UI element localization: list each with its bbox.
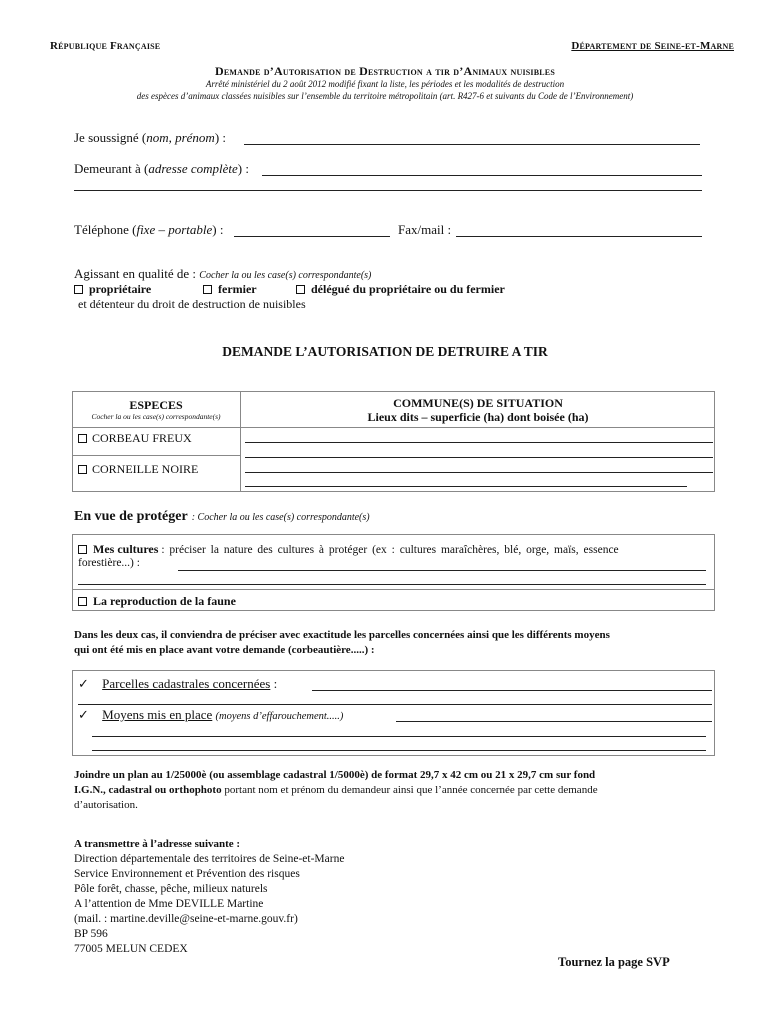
species-option-corbeau-freux[interactable]: CORBEAU FREUX (78, 431, 192, 446)
protect-option-cultures[interactable]: Mes cultures : préciser la nature des cultures à protéger (ex : cultures maraîchères, blé, orge, maïs, essence (78, 542, 718, 557)
commune-col-title: COMMUNE(S) DE SITUATION (393, 396, 563, 410)
join-line-1: Joindre un plan au 1/25000è (ou assemblage cadastral 1/5000è) de format 29,7 x 42 cm ou 21 x 29,7 cm sur fond (74, 769, 596, 781)
page-title: Demande d’Autorisation de Destruction a tir d’Animaux nuisibles (214, 64, 555, 78)
address-line: Pôle forêt, chasse, pêche, milieux naturels (74, 883, 268, 895)
species-col-hint: Cocher la ou les case(s) correspondante(s) (91, 412, 221, 421)
checkbox[interactable] (203, 285, 212, 294)
title-subtitle-2: des espèces d’animaux classées nuisibles sur l’ensemble du territoire métropolitain (art. R427-6 et suivants du Code de l’Environnement) (136, 91, 634, 101)
checkbox[interactable] (78, 545, 87, 554)
checkbox[interactable] (78, 597, 87, 606)
table-divider (72, 589, 715, 590)
checkbox[interactable] (78, 465, 87, 474)
quality-footer: et détenteur du droit de destruction de nuisibles (78, 297, 306, 311)
parcelles-line[interactable] (78, 704, 712, 705)
checkbox[interactable] (78, 434, 87, 443)
fax-field-label: Fax/mail : (398, 222, 452, 237)
footer-note: Tournez la page SVP (558, 955, 670, 969)
quality-option-proprietaire[interactable]: propriétaire (74, 282, 151, 297)
fax-field[interactable] (456, 236, 702, 237)
address-field[interactable] (262, 175, 702, 176)
address-line: 77005 MELUN CEDEX (74, 943, 188, 955)
check-mark-icon: ✓ (78, 707, 89, 722)
parcelles-line[interactable] (312, 690, 712, 691)
address-field-label: Demeurant à (adresse complète) : (74, 161, 249, 176)
address-line: A l’attention de Mme DEVILLE Martine (74, 898, 264, 910)
quality-option-delegue[interactable]: délégué du propriétaire ou du fermier (296, 282, 505, 297)
species-col-title: ESPECES (129, 398, 183, 412)
name-field-label: Je soussigné (nom, prénom) : (74, 130, 227, 145)
checkbox[interactable] (296, 285, 305, 294)
protect-cultures-line2: forestière...) : (78, 557, 140, 569)
quality-label: Agissant en qualité de : Cocher la ou les case(s) correspondante(s) (74, 266, 372, 281)
protect-heading: En vue de protéger : Cocher la ou les case(s) correspondante(s) (74, 509, 370, 524)
title-subtitle-1: Arrêté ministériel du 2 août 2012 modifié fixant la liste, les périodes et les modalités de destruction (205, 79, 565, 89)
parcelles-row: ✓ Parcelles cadastrales concernées : (78, 676, 278, 691)
address-line: Direction départementale des territoires de Seine-et-Marne (74, 853, 345, 865)
join-line-3: d’autorisation. (74, 799, 138, 811)
phone-field[interactable] (234, 236, 390, 237)
species-option-corneille-noire[interactable]: CORNEILLE NOIRE (78, 462, 198, 477)
commune-line[interactable] (245, 457, 713, 458)
moyens-row: ✓ Moyens mis en place (moyens d’effarouchement.....) (78, 707, 344, 722)
cultures-line[interactable] (178, 570, 706, 571)
address-line: Service Environnement et Prévention des risques (74, 868, 300, 880)
commune-col-subtitle: Lieux dits – superficie (ha) dont boisée (ha) (367, 410, 589, 424)
header-right: Département de Seine-et-Marne (571, 40, 734, 52)
address-field-line-2[interactable] (74, 190, 702, 191)
phone-field-label: Téléphone (fixe – portable) : (74, 222, 224, 237)
quality-option-fermier[interactable]: fermier (203, 282, 257, 297)
address-block (74, 852, 344, 957)
commune-line[interactable] (245, 472, 713, 473)
moyens-line[interactable] (396, 721, 712, 722)
precision-line-2: qui ont été mis en place avant votre demande (corbeautière.....) : (74, 644, 375, 656)
protect-option-faune[interactable]: La reproduction de la faune (78, 594, 236, 609)
cultures-line[interactable] (78, 584, 706, 585)
address-title: A transmettre à l’adresse suivante : (74, 838, 241, 850)
section-title: DEMANDE L’AUTORISATION DE DETRUIRE A TIR (222, 344, 548, 359)
precision-line-1: Dans les deux cas, il conviendra de préciser avec exactitude les parcelles concernées ainsi que les différents moyens (74, 629, 610, 641)
table-divider (72, 427, 715, 428)
moyens-line[interactable] (92, 750, 706, 751)
join-line-2: I.G.N., cadastral ou orthophoto portant nom et prénom du demandeur ainsi que l’année concernée par cette demande (74, 784, 598, 796)
commune-line[interactable] (245, 442, 713, 443)
address-mail: (mail. : martine.deville@seine-et-marne.gouv.fr) (74, 913, 298, 925)
table-divider (72, 455, 240, 456)
header-left: République Française (50, 40, 161, 52)
name-field[interactable] (244, 144, 700, 145)
commune-line[interactable] (245, 486, 687, 487)
checkbox[interactable] (74, 285, 83, 294)
address-line: BP 596 (74, 928, 108, 940)
check-mark-icon: ✓ (78, 676, 89, 691)
moyens-line[interactable] (92, 736, 706, 737)
